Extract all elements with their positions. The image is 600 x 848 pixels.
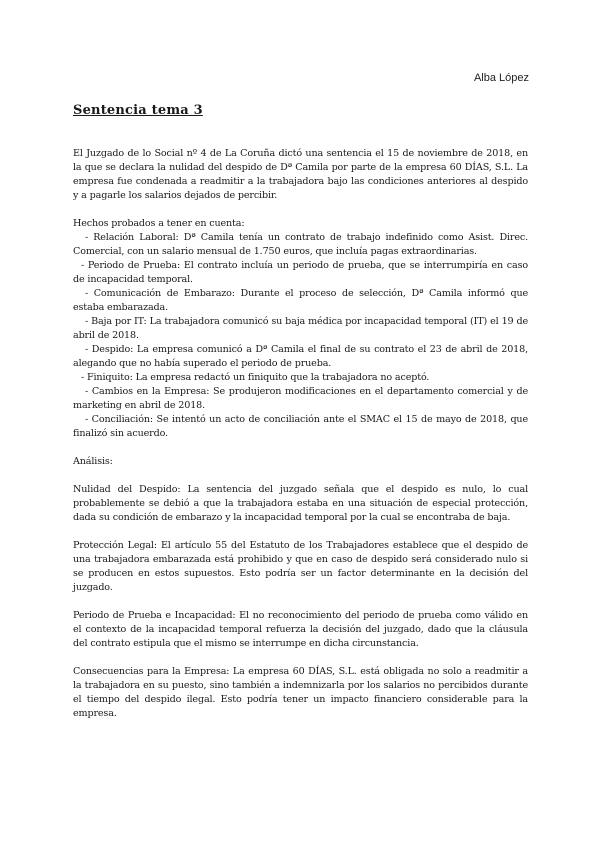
analysis-heading: Análisis: (73, 456, 113, 467)
analysis-paragraph: Consecuencias para la Empresa: La empresa 60 DÍAS, S.L. está obligada no solo a readmitir a la trabajadora en su puesto, sino también a indemnizarla por los salarios no percibidos durante el tiempo del despido ilegal. Esto podría tener un impacto financiero considerable para la empresa. (73, 666, 528, 719)
analysis-paragraph: Periodo de Prueba e Incapacidad: El no reconocimiento del periodo de prueba como válido en el contexto de la incapacidad temporal refuerza la decisión del juzgado, dado que la cláusula del contrato estipula que el mismo se interrumpe en dicha circunstancia. (73, 610, 528, 649)
fact-item: - Conciliación: Se intentó un acto de conciliación ante el SMAC el 15 de mayo de 2018, que finalizó sin acuerdo. (73, 414, 528, 439)
fact-item: - Relación Laboral: Dª Camila tenía un contrato de trabajo indefinido como Asist. Direc. Comercial, con un salario mensual de 1.750 euros, que incluía pagas extraordinarias. (73, 232, 528, 257)
fact-item: - Baja por IT: La trabajadora comunicó su baja médica por incapacidad temporal (IT) el 19 de abril de 2018. (73, 316, 528, 341)
fact-item: - Comunicación de Embarazo: Durante el proceso de selección, Dª Camila informó que estaba embarazada. (73, 288, 528, 313)
analysis-paragraph: Protección Legal: El artículo 55 del Estatuto de los Trabajadores establece que el despido de una trabajadora embarazada está prohibido y que en caso de despido será considerado nulo si se producen en estos supuestos. Esto podría ser un factor determinante en la decisión del juzgado. (73, 540, 528, 593)
fact-item: - Finiquito: La empresa redactó un finiquito que la trabajadora no aceptó. (81, 372, 430, 383)
author-name: Alba López (473, 72, 529, 84)
fact-item: - Despido: La empresa comunicó a Dª Camila el final de su contrato el 23 de abril de 2018, alegando que no había superado el periodo de prueba. (73, 344, 528, 369)
document-body (73, 147, 528, 735)
fact-item: - Cambios en la Empresa: Se produjeron modificaciones en el departamento comercial y de marketing en abril de 2018. (73, 386, 528, 411)
fact-item: - Periodo de Prueba: El contrato incluía un periodo de prueba, que se interrumpiría en caso de incapacidad temporal. (73, 260, 528, 285)
document-title: Sentencia tema 3 (73, 103, 203, 118)
facts-heading: Hechos probados a tener en cuenta: (73, 218, 245, 229)
facts-section (73, 217, 528, 441)
intro-paragraph: El Juzgado de lo Social nº 4 de La Coruña dictó una sentencia el 15 de noviembre de 2018, en la que se declara la nulidad del despido de Dª Camila por parte de la empresa 60 DÍAS, S.L. La empresa fue condenada a readmitir a la trabajadora bajo las condiciones anteriores al despido y a pagarle los salarios dejados de percibir. (73, 148, 528, 201)
analysis-paragraph: Nulidad del Despido: La sentencia del juzgado señala que el despido es nulo, lo cual probablemente se debió a que la trabajadora estaba en una situación de especial protección, dada su condición de embarazo y la incapacidad temporal por la cual se encontraba de baja. (73, 484, 528, 523)
